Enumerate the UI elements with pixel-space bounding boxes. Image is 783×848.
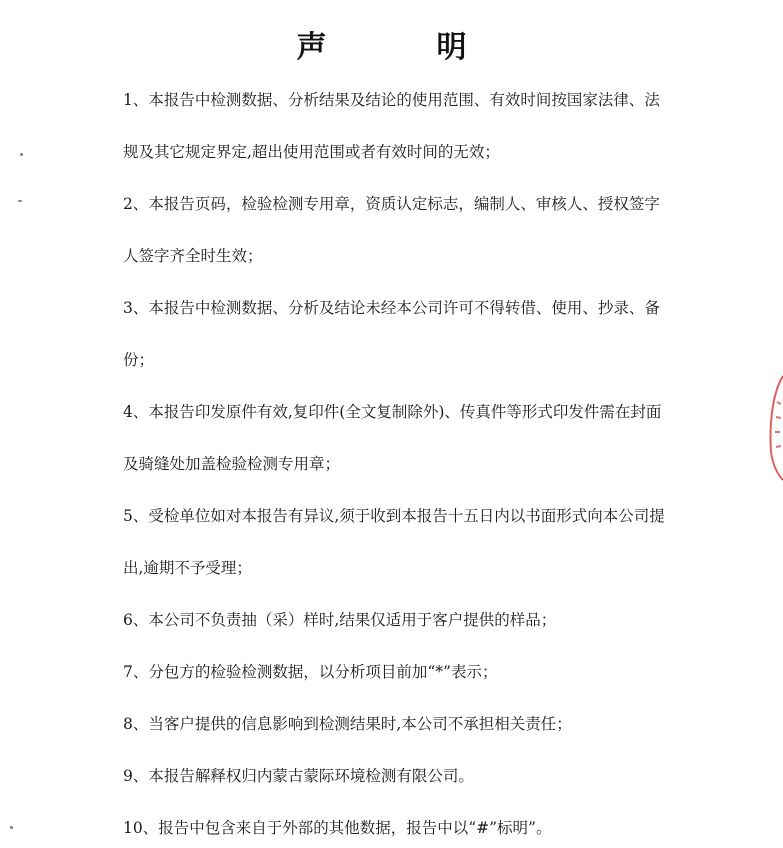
partial-seal-stamp bbox=[767, 372, 783, 482]
clause-1-line-1: 1、本报告中检测数据、分析结果及结论的使用范围、有效时间按国家法律、法 bbox=[123, 91, 660, 109]
clause-5-line-2: 出,逾期不予受理； bbox=[123, 559, 252, 577]
clause-3-line-2: 份； bbox=[123, 351, 155, 369]
clause-2-line-1: 2、本报告页码，检验检测专用章，资质认定标志，编制人、审核人、授权签字 bbox=[123, 195, 660, 213]
clause-1-line-2: 规及其它规定界定,超出使用范围或者有效时间的无效； bbox=[123, 143, 500, 161]
clause-5-line-1: 5、受检单位如对本报告有异议,须于收到本报告十五日内以书面形式向本公司提 bbox=[123, 507, 665, 525]
clause-4-line-2: 及骑缝处加盖检验检测专用章； bbox=[123, 455, 341, 473]
clause-10: 10、报告中包含来自于外部的其他数据，报告中以“#”标明”。 bbox=[123, 819, 552, 837]
scan-speck bbox=[20, 153, 23, 156]
clause-3-line-1: 3、本报告中检测数据、分析及结论未经本公司许可不得转借、使用、抄录、备 bbox=[123, 299, 660, 317]
clause-6: 6、本公司不负责抽（采）样时,结果仅适用于客户提供的样品； bbox=[123, 611, 557, 629]
scan-speck bbox=[18, 200, 22, 202]
clause-8: 8、当客户提供的信息影响到检测结果时,本公司不承担相关责任； bbox=[123, 715, 572, 733]
clause-4-line-1: 4、本报告印发原件有效,复印件(全文复制除外)、传真件等形式印发件需在封面 bbox=[123, 403, 662, 421]
scan-speck bbox=[10, 826, 13, 829]
clause-9: 9、本报告解释权归内蒙古蒙际环境检测有限公司。 bbox=[123, 767, 474, 785]
clause-2-line-2: 人签字齐全时生效； bbox=[123, 247, 263, 265]
page-title: 声 明 bbox=[296, 30, 507, 65]
clause-7: 7、分包方的检验检测数据，以分析项目前加“*”表示； bbox=[123, 663, 498, 681]
